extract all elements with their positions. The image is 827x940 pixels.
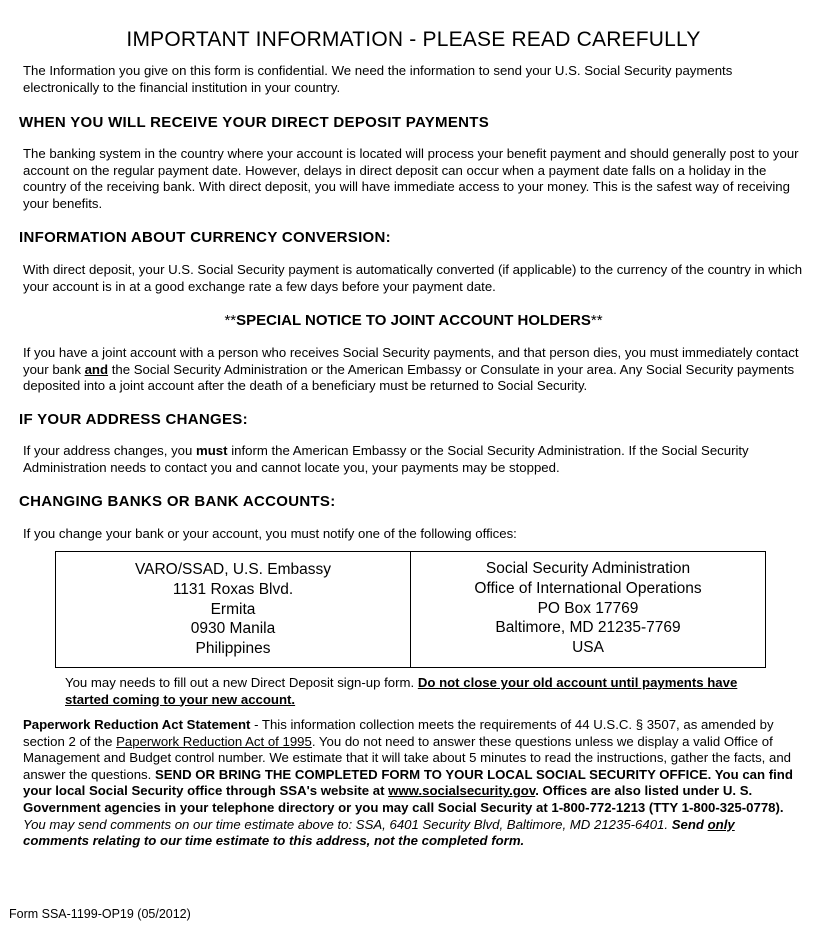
ssa-address-cell — [411, 552, 766, 668]
paperwork-bold-1: SEND OR BRING THE COMPLETED FORM TO YOUR LOCAL SOCIAL SECURITY OFFICE. You can find your local Social Security office through SSA's website at — [23, 766, 793, 799]
joint-and-emphasis: and — [84, 361, 109, 377]
paperwork-act-link[interactable]: Paperwork Reduction Act of 1995 — [116, 733, 312, 749]
paperwork-text-2: . You do not need to answer these questions unless we display a valid Office of Management and Budget control number. We estimate that it will take about 5 minutes to read the instructions, gather the facts, and answer the questions. — [23, 733, 791, 782]
ssa-website-link[interactable]: www.socialsecurity.gov — [388, 783, 536, 799]
joint-text-1: If you have a joint account with a person who receives Social Security payments, and that person dies, you must immediately contact your bank — [23, 345, 799, 377]
paperwork-label: Paperwork Reduction Act Statement — [23, 717, 251, 732]
offices-table — [55, 551, 766, 668]
paperwork-text-1: - This information collection meets the requirements of 44 U.S.C. § 3507, as amended by section 2 of the — [23, 717, 774, 749]
address-line: Baltimore, MD 21235-7769 — [495, 619, 681, 637]
currency-paragraph: With direct deposit, your U.S. Social Security payment is automatically converted (if applicable) to the currency of the country in which your account is in at a good exchange rate a few days before your payment date. — [23, 262, 803, 294]
banks-heading: CHANGING BANKS OR BANK ACCOUNTS: — [19, 493, 336, 510]
paperwork-bold-2: . Offices are also listed under U. S. Government agencies in your telephone directory or you may call Social Security at 1-800-772-1213 (TTY 1-800-325-0778). — [23, 783, 784, 815]
intro-paragraph: The Information you give on this form is confidential. We need the information to send your U.S. Social Security payments electronically to the financial institution in your country. — [23, 63, 733, 95]
address-line: 1131 Roxas Blvd. — [172, 580, 294, 598]
paperwork-italic-1: You may send comments on our time estimate above to: SSA, 6401 Security Blvd, Baltimore, MD 21235-6401. — [23, 816, 672, 832]
address-line: Office of International Operations — [474, 579, 702, 597]
embassy-address-cell — [56, 552, 411, 668]
address-line: VARO/SSAD, U.S. Embassy — [134, 561, 332, 578]
address-line: USA — [572, 639, 604, 657]
stars-right: ** — [590, 312, 603, 329]
stars-left: ** — [224, 312, 237, 329]
address-heading: IF YOUR ADDRESS CHANGES: — [19, 411, 248, 428]
address-text-1: If your address changes, you — [23, 443, 197, 458]
paperwork-only-emphasis: only — [707, 816, 735, 832]
paperwork-send-1: Send — [671, 816, 708, 832]
joint-text-2: the Social Security Administration or the American Embassy or Consulate in your area. Any Social Security payments deposited into a joint account after the death of a beneficiary must be returned to Social Security. — [23, 361, 795, 393]
direct-deposit-paragraph: The banking system in the country where your account is located will process your benefit payment and should generally post to your account on the regular payment date. However, delays in direct deposit can occur when a payment date falls on a holiday in the country of the receiving bank. With direct deposit, you will have immediate access to your money. This is the safest way of receiving your benefits. — [23, 146, 799, 211]
paperwork-send-2: comments relating to our time estimate to this address, not the completed form. — [23, 833, 525, 849]
page-title: IMPORTANT INFORMATION - PLEASE READ CAREFULLY — [126, 28, 701, 51]
form-number: Form SSA-1199-OP19 (05/2012) — [9, 907, 191, 921]
note-warning: Do not close your old account until payments have started coming to your new account. — [65, 675, 738, 707]
joint-account-heading-text: SPECIAL NOTICE TO JOINT ACCOUNT HOLDERS — [236, 312, 591, 329]
address-must-emphasis: must — [196, 443, 228, 458]
currency-heading: INFORMATION ABOUT CURRENCY CONVERSION: — [19, 229, 391, 246]
address-line: PO Box 17769 — [537, 599, 639, 617]
address-text-2: inform the American Embassy or the Social Security Administration. If the Social Security Administration needs to contact you and cannot locate you, your payments may be stopped. — [23, 443, 749, 475]
paperwork-statement — [23, 717, 795, 850]
address-line: 0930 Manila — [190, 620, 276, 638]
note-text: You may needs to fill out a new Direct Deposit sign-up form. — [65, 675, 418, 690]
sign-up-note — [65, 675, 765, 708]
address-line: Philippines — [195, 640, 271, 658]
direct-deposit-heading: WHEN YOU WILL RECEIVE YOUR DIRECT DEPOSIT PAYMENTS — [19, 114, 490, 131]
banks-paragraph: If you change your bank or your account, you must notify one of the following offices: — [23, 526, 517, 541]
joint-account-heading — [0, 312, 827, 329]
address-line: Social Security Administration — [485, 560, 691, 577]
address-paragraph — [23, 443, 803, 476]
joint-account-paragraph — [23, 345, 803, 395]
address-line: Ermita — [210, 600, 256, 618]
